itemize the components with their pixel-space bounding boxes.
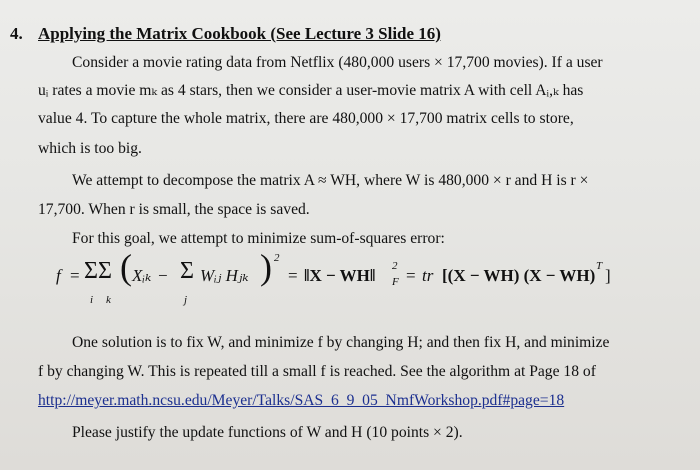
formula-sub-i: i xyxy=(90,294,94,306)
paragraph-line-1: Consider a movie rating data from Netflix (480,000 users × 17,700 movies). If a user xyxy=(72,54,603,71)
paragraph-line-10: Please justify the update functions of W and H (10 points × 2). xyxy=(72,424,463,441)
formula-sum-j: Σ xyxy=(180,258,194,284)
workshop-pdf-link[interactable]: http://meyer.math.ncsu.edu/Meyer/Talks/SAS_6_9_05_NmfWorkshop.pdf#page=18 xyxy=(38,392,565,409)
sum-of-squares-formula xyxy=(56,247,616,312)
formula-equals-3: = xyxy=(406,266,416,285)
paragraph-line-2: uᵢ rates a movie mₖ as 4 stars, then we consider a user-movie matrix A with cell Aᵢ,ₖ has xyxy=(38,82,584,99)
formula-x-ik: Xᵢₖ xyxy=(132,266,152,285)
paragraph-line-8: One solution is to fix W, and minimize f by changing H; and then fix H, and minimize xyxy=(72,334,610,351)
formula-frobenius-norm: ‖X − WH‖ xyxy=(304,266,376,285)
formula-trace-label: tr xyxy=(422,266,434,285)
formula-wh: Wᵢⱼ Hⱼₖ xyxy=(200,266,249,285)
formula-equals-2: = xyxy=(288,266,298,285)
formula-sub-j: j xyxy=(184,294,188,306)
formula-norm-sub: F xyxy=(392,276,399,288)
question-number: 4. xyxy=(10,24,23,43)
paragraph-line-9: f by changing W. This is repeated till a small f is reached. See the algorithm at Page 18 of xyxy=(38,363,596,380)
formula-sub-k: k xyxy=(106,294,111,306)
formula-left-paren: ( xyxy=(120,247,132,287)
paragraph-line-6: 17,700. When r is small, the space is saved. xyxy=(38,201,310,218)
question-title: Applying the Matrix Cookbook (See Lecture 3 Slide 16) xyxy=(38,24,441,43)
formula-trace-end: ] xyxy=(605,266,611,285)
formula-f: f xyxy=(56,266,61,285)
formula-norm-sup: 2 xyxy=(392,260,398,272)
paragraph-line-7: For this goal, we attempt to minimize sum-of-squares error: xyxy=(72,230,445,247)
formula-right-paren: ) xyxy=(260,247,272,287)
paragraph-line-5: We attempt to decompose the matrix A ≈ WH, where W is 480,000 × r and H is r × xyxy=(72,172,589,189)
formula-equals-1: = xyxy=(70,266,80,285)
formula-double-sum: ΣΣ xyxy=(84,258,112,284)
formula-minus: − xyxy=(158,266,168,285)
formula-transpose: T xyxy=(596,260,603,272)
formula-trace-body: [(X − WH) (X − WH) xyxy=(442,266,596,285)
formula-square: 2 xyxy=(274,252,280,264)
paragraph-line-3: value 4. To capture the whole matrix, there are 480,000 × 17,700 matrix cells to store, xyxy=(38,110,574,127)
paragraph-line-4: which is too big. xyxy=(38,140,142,157)
